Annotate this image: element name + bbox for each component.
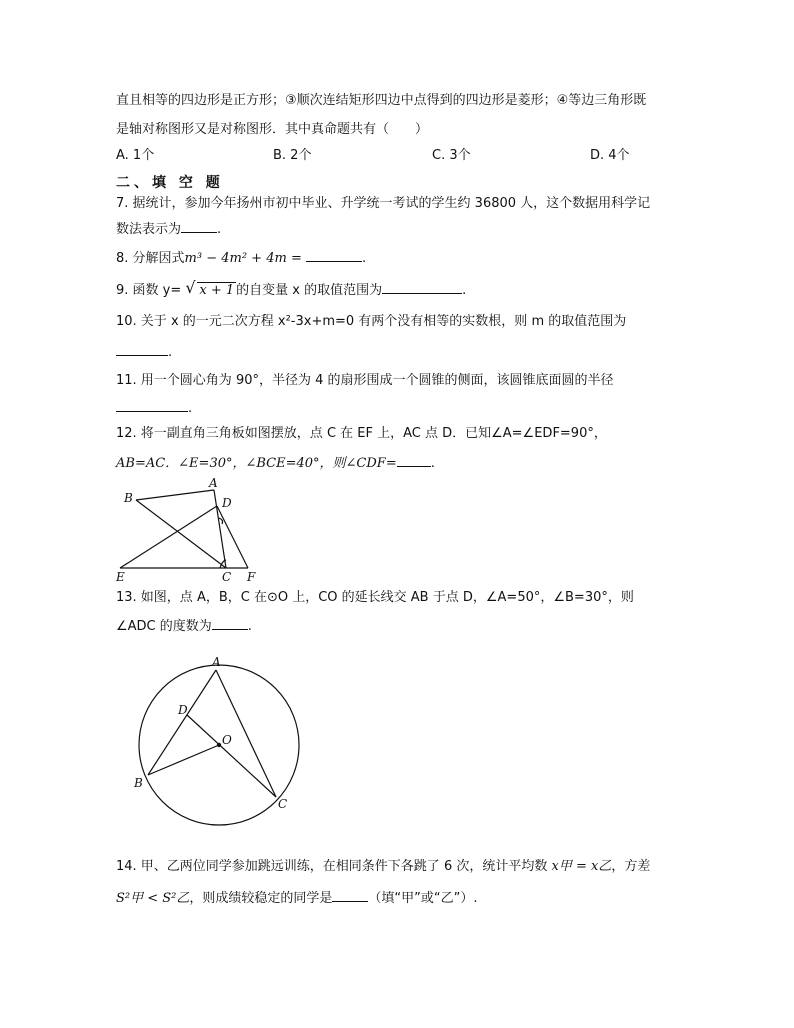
q6-line1: 直且相等的四边形是正方形；③顺次连结矩形四边中点得到的四边形是菱形；④等边三角形既 [116, 93, 647, 108]
q12-condition: AB=AC．∠E=30°，∠BCE=40°，则∠CDF= [116, 456, 397, 471]
q11-line1: 11. 用一个圆心角为 90°，半径为 4 的扇形围成一个圆锥的侧面，该圆锥底面圆的半径 [116, 373, 614, 388]
q9-period: . [462, 283, 467, 298]
q9-sqrt: √ x + 1 [185, 278, 235, 298]
q13-label-b: B [134, 776, 143, 790]
q11-period: . [188, 401, 193, 416]
q13-line2 [116, 616, 252, 636]
q13-text: ∠ADC 的度数为 [116, 619, 212, 634]
q12-segment-ba [136, 490, 214, 500]
q13-label-c: C [278, 797, 288, 811]
q14-text3: ，则成绩较稳定的同学是 [189, 891, 333, 906]
q12-label-f: F [247, 570, 256, 584]
q6-option-d: D. 4个 [590, 148, 630, 163]
q13-segment-ab [148, 670, 216, 775]
q13-label-d: D [178, 703, 188, 717]
q14-mean-expression: x甲 = x乙 [551, 859, 612, 874]
q12-segment-ed [120, 506, 217, 568]
q9-radicand: x + 1 [199, 283, 235, 298]
q8-expression: m³ − 4m² + 4m = [184, 251, 302, 266]
q7-period: . [217, 222, 222, 237]
q9-text2: 的自变量 x 的取值范围为 [236, 283, 383, 298]
q13-period: . [247, 619, 252, 634]
q13-line1: 13. 如图，点 A，B，C 在⊙O 上，CO 的延长线交 AB 于点 D，∠A=50°，∠B=30°，则 [116, 590, 634, 605]
q7-line1: 7. 据统计，参加今年扬州市初中毕业、升学统一考试的学生约 36800 人，这个数据用科学记 [116, 196, 651, 211]
q14-line2 [116, 888, 478, 908]
q12-segment-bc [136, 500, 226, 568]
q14-text2: ，方差 [611, 859, 651, 874]
q8-text: 8. 分解因式 [116, 251, 185, 266]
q9-text: 9. 函数 y= [116, 283, 182, 298]
q6-option-c: C. 3个 [432, 148, 471, 163]
q12-label-b: B [124, 491, 133, 505]
q6-option-b: B. 2个 [273, 148, 312, 163]
q7-text: 数法表示为 [116, 222, 182, 237]
q10-period: . [168, 345, 173, 360]
section-title: 二、填 空 题 [116, 175, 224, 191]
q13-segment-cd [187, 715, 276, 797]
q14-text4: （填“甲”或“乙”）. [368, 891, 478, 906]
q13-segment-bo [148, 745, 219, 775]
q13-label-o: O [222, 733, 232, 747]
q14-variance-expression: S²甲 < S²乙 [116, 891, 190, 906]
q13-label-a: A [212, 655, 221, 669]
q14-line1 [116, 858, 650, 876]
q13-blank[interactable] [212, 616, 248, 630]
q12-label-e: E [116, 570, 125, 584]
q6-line2: 是轴对称图形又是对称图形．其中真命题共有（ ） [116, 122, 429, 137]
q12-label-c: C [222, 570, 232, 584]
q12-label-d: D [222, 496, 232, 510]
q14-blank[interactable] [332, 888, 368, 902]
q13-center-dot [217, 743, 221, 747]
q6-option-a: A. 1个 [116, 148, 155, 163]
q12-label-a: A [209, 476, 218, 490]
q10-line1: 10. 关于 x 的一元二次方程 x²-3x+m=0 有两个没有相等的实数根，则 m 的取值范围为 [116, 314, 627, 329]
q12-line1: 12. 将一副直角三角板如图摆放，点 C 在 EF 上，AC 点 D．已知∠A=∠EDF=90°， [116, 426, 607, 441]
q12-period: . [430, 456, 435, 471]
q8-period: . [361, 251, 367, 266]
q14-text: 14. 甲、乙两位同学参加跳远训练，在相同条件下各跳了 6 次，统计平均数 [116, 859, 548, 874]
